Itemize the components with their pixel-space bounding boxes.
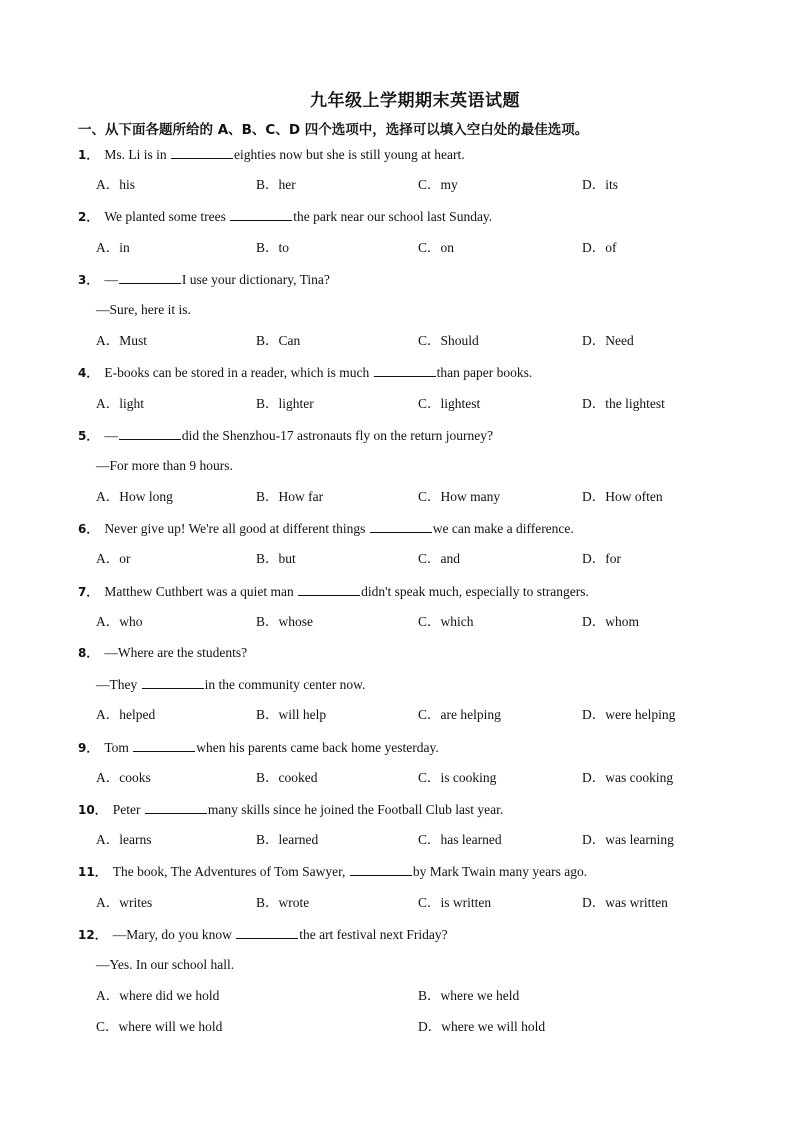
question-stem — [78, 739, 718, 770]
options-row — [78, 333, 718, 364]
stem-text-before: E-books can be stored in a reader, which is much — [104, 365, 373, 381]
option-c[interactable]: C．where will we hold — [96, 1019, 223, 1035]
option-b[interactable]: B．lighter — [256, 395, 314, 411]
question-number: 2． — [78, 210, 99, 225]
section-heading: 一、从下面各题所给的 A、B、C、D 四个选项中，选择可以填入空白处的最佳选项。 — [78, 122, 589, 138]
option-c[interactable]: C．which — [418, 613, 474, 629]
stem-text-before: — — [104, 271, 118, 287]
stem-text-after: did the Shenzhou-17 astronauts fly on the return journey? — [181, 427, 494, 443]
option-d[interactable]: D．was written — [582, 894, 668, 910]
option-a[interactable]: A．writes — [96, 894, 153, 910]
answer-blank[interactable] — [171, 146, 233, 159]
question-stem — [78, 208, 718, 239]
question-stem — [78, 926, 718, 957]
question-stem — [78, 801, 718, 832]
option-c[interactable]: C．is written — [418, 894, 492, 910]
option-b[interactable]: B．cooked — [256, 769, 318, 785]
stem-text-before: —Where are the students? — [104, 645, 248, 660]
options-row — [78, 489, 718, 520]
answer-blank[interactable] — [350, 863, 412, 876]
answer-blank[interactable] — [230, 208, 292, 221]
option-b[interactable]: B．her — [256, 177, 296, 193]
question-number: 10． — [78, 802, 107, 817]
option-c[interactable]: C．has learned — [418, 832, 502, 848]
stem-text-after: by Mark Twain many years ago. — [412, 864, 588, 880]
option-a[interactable]: A．cooks — [96, 769, 151, 785]
stem-text-after: eighties now but she is still young at heart. — [234, 147, 465, 162]
option-d[interactable]: D．How often — [582, 489, 663, 505]
question-list — [78, 146, 718, 1050]
stem-text-after: than paper books. — [436, 365, 533, 381]
option-d[interactable]: D．of — [582, 239, 617, 255]
stem-text-before: Tom — [104, 739, 133, 755]
question-stem — [78, 520, 718, 551]
reply-text: —For more than 9 hours. — [96, 457, 233, 473]
answer-blank[interactable] — [119, 427, 181, 440]
answer-blank[interactable] — [142, 676, 204, 689]
options-row — [78, 1019, 718, 1050]
question-number: 1． — [78, 148, 99, 162]
stem-text-after: didn't speak much, especially to strangers. — [361, 583, 589, 599]
option-a[interactable]: A．learns — [96, 832, 152, 848]
reply-text: —Yes. In our school hall. — [96, 956, 235, 972]
question-stem — [78, 583, 718, 614]
options-row — [78, 177, 718, 208]
question-number: 4． — [78, 366, 99, 381]
option-d[interactable]: D．whom — [582, 613, 639, 629]
option-d[interactable]: D．Need — [582, 333, 634, 349]
option-b[interactable]: B．Can — [256, 333, 301, 349]
options-row — [78, 895, 718, 926]
question-stem — [78, 427, 718, 458]
option-b[interactable]: B．where we held — [418, 988, 520, 1004]
question-number: 12． — [78, 927, 107, 942]
stem-text-before: The book, The Adventures of Tom Sawyer, — [112, 864, 349, 880]
option-a[interactable]: A．or — [96, 551, 131, 567]
stem-text-before: We planted some trees — [104, 209, 230, 225]
dialogue-reply — [78, 957, 718, 988]
option-c[interactable]: C．on — [418, 239, 455, 255]
question-stem — [78, 146, 718, 177]
question-number: 3． — [78, 272, 99, 287]
option-b[interactable]: B．to — [256, 239, 290, 255]
option-b[interactable]: B．but — [256, 551, 296, 567]
stem-text-before: Ms. Li is in — [104, 147, 170, 162]
question-number: 7． — [78, 584, 99, 599]
option-b[interactable]: B．wrote — [256, 894, 310, 910]
option-c[interactable]: C．my — [418, 177, 458, 193]
reply-text-before: —They — [96, 677, 141, 693]
option-b[interactable]: B．How far — [256, 489, 324, 505]
options-row — [78, 551, 718, 582]
option-d[interactable]: D．its — [582, 177, 619, 193]
option-c[interactable]: C．How many — [418, 489, 501, 505]
question-stem — [78, 364, 718, 395]
option-d[interactable]: D．the lightest — [582, 395, 665, 411]
answer-blank[interactable] — [145, 801, 207, 814]
stem-text-before: —Mary, do you know — [112, 926, 236, 942]
option-b[interactable]: B．will help — [256, 707, 327, 723]
option-a[interactable]: A．who — [96, 613, 143, 629]
option-c[interactable]: C．are helping — [418, 707, 501, 723]
option-d[interactable]: D．was cooking — [582, 769, 674, 785]
answer-blank[interactable] — [298, 583, 360, 596]
stem-text-before: Peter — [112, 801, 144, 817]
option-c[interactable]: C．Should — [418, 333, 479, 349]
question-number: 6． — [78, 522, 99, 537]
answer-blank[interactable] — [236, 926, 298, 939]
question-stem — [78, 645, 718, 676]
answer-blank[interactable] — [374, 364, 436, 377]
reply-text: —Sure, here it is. — [96, 301, 191, 317]
option-a[interactable]: A．where did we hold — [96, 988, 220, 1004]
dialogue-reply — [78, 676, 718, 707]
option-a[interactable]: A．his — [96, 177, 136, 193]
options-row — [78, 707, 718, 738]
answer-blank[interactable] — [133, 739, 195, 752]
dialogue-reply — [78, 458, 718, 489]
option-b[interactable]: B．whose — [256, 613, 313, 629]
stem-text-before: Never give up! We're all good at different things — [104, 521, 369, 537]
option-a[interactable]: A．Must — [96, 333, 148, 349]
option-c[interactable]: C．is cooking — [418, 769, 497, 785]
stem-text-before: Matthew Cuthbert was a quiet man — [104, 583, 298, 599]
option-d[interactable]: D．was learning — [582, 832, 674, 848]
stem-text-after: the park near our school last Sunday. — [293, 209, 493, 225]
option-d[interactable]: D．were helping — [582, 707, 676, 723]
question-stem — [78, 271, 718, 302]
option-a[interactable]: A．helped — [96, 707, 156, 723]
page-title: 九年级上学期期末英语试题 — [310, 91, 520, 111]
options-row — [78, 832, 718, 863]
options-row — [78, 614, 718, 645]
stem-text-before: — — [104, 427, 118, 443]
stem-text-after: many skills since he joined the Football Club last year. — [207, 801, 504, 817]
stem-text-after: we can make a difference. — [432, 521, 574, 537]
options-row — [78, 988, 718, 1019]
question-stem — [78, 863, 718, 894]
question-number: 11． — [78, 865, 107, 880]
stem-text-after: when his parents came back home yesterday. — [196, 739, 439, 755]
question-number: 8． — [78, 646, 99, 660]
stem-text-after: the art festival next Friday? — [299, 926, 448, 942]
option-a[interactable]: A．in — [96, 239, 130, 255]
option-c[interactable]: C．lightest — [418, 395, 481, 411]
option-b[interactable]: B．learned — [256, 832, 319, 848]
answer-blank[interactable] — [370, 520, 432, 533]
dialogue-reply — [78, 302, 718, 333]
reply-text-after: in the community center now. — [204, 677, 366, 693]
options-row — [78, 240, 718, 271]
option-d[interactable]: D．for — [582, 551, 621, 567]
option-a[interactable]: A．How long — [96, 489, 173, 505]
option-d[interactable]: D．where we will hold — [418, 1019, 546, 1035]
option-a[interactable]: A．light — [96, 395, 145, 411]
question-number: 5． — [78, 428, 99, 443]
answer-blank[interactable] — [119, 271, 181, 284]
options-row — [78, 396, 718, 427]
question-number: 9． — [78, 740, 99, 755]
option-c[interactable]: C．and — [418, 551, 460, 567]
options-row — [78, 770, 718, 801]
stem-text-after: I use your dictionary, Tina? — [181, 271, 330, 287]
